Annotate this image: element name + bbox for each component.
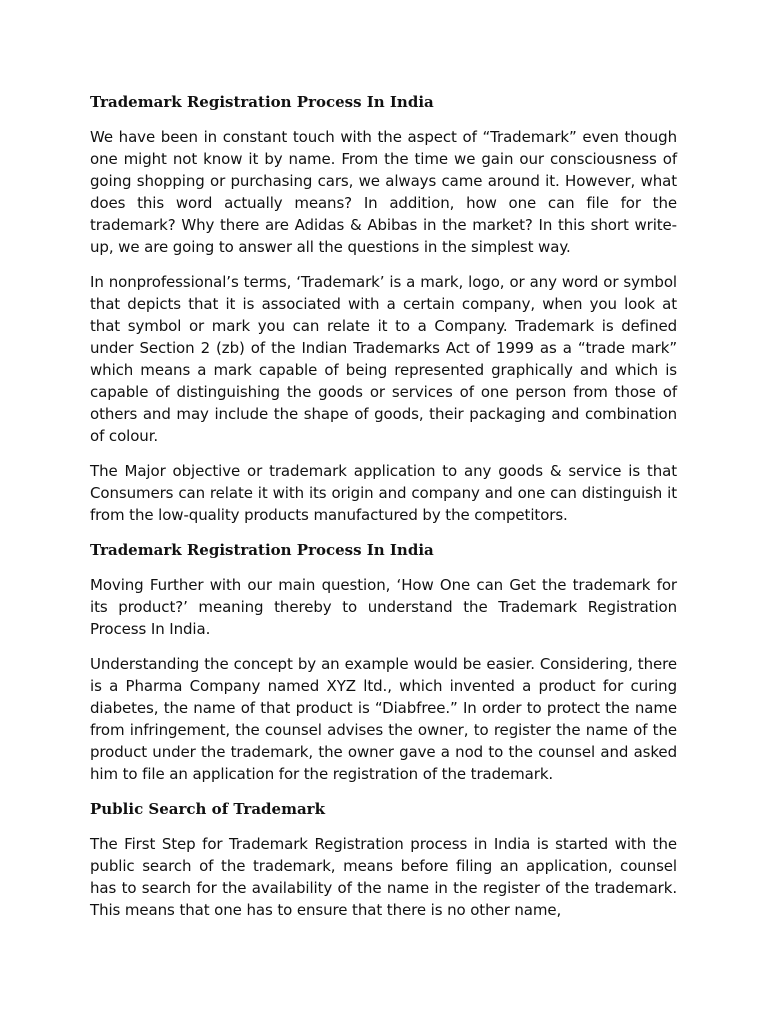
section-heading: Trademark Registration Process In India bbox=[90, 541, 434, 559]
document-page bbox=[90, 91, 677, 934]
paragraph: The First Step for Trademark Registration process in India is started with the public search of the trademark, means before filing an application, counsel has to search for the availability of the name in the register of the trademark. This means that one has to ensure that there is no other name, bbox=[90, 835, 677, 919]
section-process bbox=[90, 539, 677, 785]
paragraph: In nonprofessional’s terms, ‘Trademark’ is a mark, logo, or any word or symbol that depicts that it is associated with a certain company, when you look at that symbol or mark you can relate it to a Company. Trademark is defined under Section 2 (zb) of the Indian Trademarks Act of 1999 as a “trade mark” which means a mark capable of being represented graphically and which is capable of distinguishing the goods or services of one person from those of others and may include the shape of goods, their packaging and combination of colour. bbox=[90, 273, 677, 445]
section-public-search bbox=[90, 798, 677, 921]
paragraph: We have been in constant touch with the aspect of “Trademark” even though one might not know it by name. From the time we gain our consciousness of going shopping or purchasing cars, we always came around it. However, what does this word actually means? In addition, how one can file for the trademark? Why there are Adidas & Abibas in the market? In this short write-up, we are going to answer all the questions in the simplest way. bbox=[90, 128, 677, 256]
paragraph: Understanding the concept by an example would be easier. Considering, there is a Pharma Company named XYZ ltd., which invented a product for curing diabetes, the name of that product is “Diabfree.” In order to protect the name from infringement, the counsel advises the owner, to register the name of the product under the trademark, the owner gave a nod to the counsel and asked him to file an application for the registration of the trademark. bbox=[90, 655, 677, 783]
section-heading: Public Search of Trademark bbox=[90, 800, 325, 818]
paragraph: The Major objective or trademark application to any goods & service is that Consumers can relate it with its origin and company and one can distinguish it from the low-quality products manufactured by the competitors. bbox=[90, 462, 677, 524]
section-heading: Trademark Registration Process In India bbox=[90, 93, 434, 111]
section-intro bbox=[90, 91, 677, 526]
paragraph: Moving Further with our main question, ‘How One can Get the trademark for its product?’ meaning thereby to understand the Trademark Registration Process In India. bbox=[90, 576, 677, 638]
